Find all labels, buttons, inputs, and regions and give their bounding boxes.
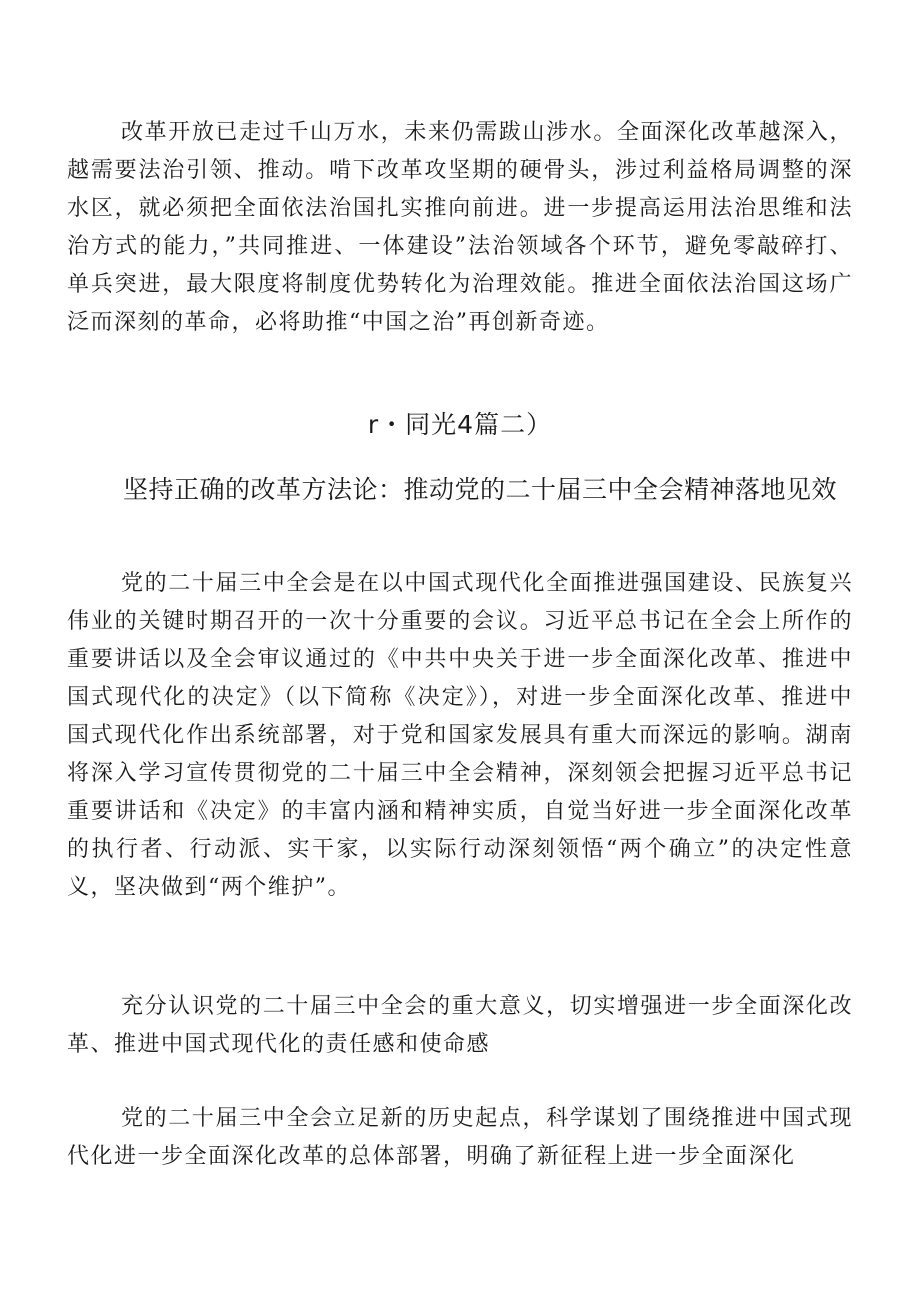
article-title: 坚持正确的改革方法论：推动党的二十届三中全会精神落地见效 <box>122 475 837 504</box>
paragraph-reform-rule-of-law: 改革开放已走过千山万水，未来仍需跋山涉水。全面深化改革越深入，越需要法治引领、推动。啃下改革攻坚期的硬骨头，涉过利益格局调整的深水区，就必须把全面依法治国扎实推向前进。进一步提高运用法治思维和法治方式的能力，”共同推进、一体建设”法治领域各个环节，避免零敲碎打、单兵突进，最大限度将制度优势转化为治理效能。推进全面依法治国这场广泛而深刻的革命，必将助推“中国之治”再创新奇迹。 <box>67 120 853 335</box>
paragraph-significance: 充分认识党的二十届三中全会的重大意义，切实增强进一步全面深化改革、推进中国式现代化的责任感和使命感 <box>67 994 853 1057</box>
paragraph-plenary-session: 党的二十届三中全会是在以中国式现代化全面推进强国建设、民族复兴伟业的关键时期召开的一次十分重要的会议。习近平总书记在全会上所作的重要讲话以及全会审议通过的《中共中央关于进一步全面深化改革、推进中国式现代化的决定》（以下简称《决定》），对进一步全面深化改革、推进中国式现代化作出系统部署，对于党和国家发展具有重大而深远的影响。湖南将深入学习宣传贯彻党的二十届三中全会精神，深刻领会把握习近平总书记重要讲话和《决定》的丰富内涵和精神实质，自觉当好进一步全面深化改革的执行者、行动派、实干家，以实际行动深刻领悟“两个确立”的决定性意义，坚决做到“两个维护”。 <box>67 571 853 900</box>
section-title: r・同光4篇二） <box>367 410 553 439</box>
paragraph-historical-starting-point: 党的二十届三中全会立足新的历史起点，科学谋划了围绕推进中国式现代化进一步全面深化改革的总体部署，明确了新征程上进一步全面深化 <box>67 1106 853 1169</box>
